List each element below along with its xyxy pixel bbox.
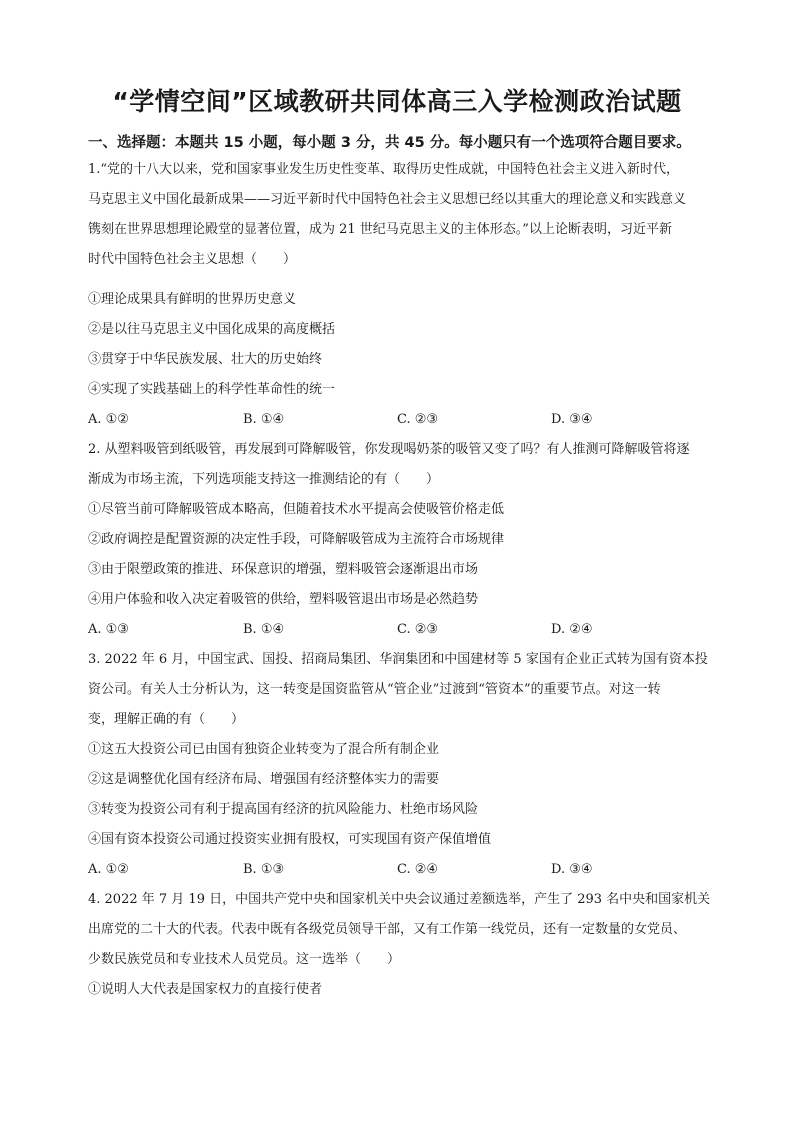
question-1-stem-line: 时代中国特色社会主义思想（ ） (88, 252, 297, 267)
question-1-stem-line: 1.“党的十八大以来，党和国家事业发生历史性变革、取得历史性成就，中国特色社会主义进入新时代， (88, 162, 680, 177)
question-3-statement: ③转变为投资公司有利于提高国有经济的抗风险能力、杜绝市场风险 (88, 802, 479, 817)
question-2-choice-b: B. ①④ (243, 622, 285, 637)
question-1-choice-c: C. ②③ (397, 412, 439, 427)
question-3-choice-c: C. ②④ (397, 862, 439, 877)
question-2-stem-line: 渐成为市场主流，下列选项能支持这一推测结论的有（ ） (88, 472, 440, 487)
question-3-stem-line: 资公司。有关人士分析认为，这一转变是国资监管从“管企业”过渡到“管资本”的重要节点。对这一转 (88, 682, 661, 697)
section-heading: 一、选择题：本题共 15 小题，每小题 3 分，共 45 分。每小题只有一个选项符合题目要求。 (88, 135, 691, 151)
question-2-statement: ②政府调控是配置资源的决定性手段，可降解吸管成为主流符合市场规律 (88, 532, 505, 547)
question-2-statement: ①尽管当前可降解吸管成本略高，但随着技术水平提高会使吸管价格走低 (88, 502, 505, 517)
question-4-statement: ①说明人大代表是国家权力的直接行使者 (88, 982, 323, 997)
question-3-choice-d: D. ③④ (551, 862, 593, 877)
question-4-stem-line: 少数民族党员和专业技术人员党员。这一选举（ ） (88, 952, 401, 967)
question-2-statement: ③由于限塑政策的推进、环保意识的增强，塑料吸管会逐渐退出市场 (88, 562, 479, 577)
question-1-statement: ②是以往马克思主义中国化成果的高度概括 (88, 322, 336, 337)
exam-title: “学情空间”区域教研共同体高三入学检测政治试题 (112, 87, 682, 116)
question-3-stem-line: 变，理解正确的有（ ） (88, 712, 245, 727)
question-2-choice-d: D. ②④ (551, 622, 593, 637)
question-3-statement: ②这是调整优化国有经济布局、增强国有经济整体实力的需要 (88, 772, 440, 787)
question-1-stem-line: 马克思主义中国化最新成果——习近平新时代中国特色社会主义思想已经以其重大的理论意义和实践意义 (88, 192, 687, 207)
question-1-stem-line: 镌刻在世界思想理论殿堂的显著位置，成为 21 世纪马克思主义的主体形态。”以上论断表明，习近平新 (88, 222, 672, 237)
question-2-stem-line: 2. 从塑料吸管到纸吸管，再发展到可降解吸管，你发现喝奶茶的吸管又变了吗？有人推测可降解吸管将逐 (88, 442, 690, 457)
question-3-choice-b: B. ①③ (243, 862, 285, 877)
question-3-stem-line: 3. 2022 年 6 月，中国宝武、国投、招商局集团、华润集团和中国建材等 5 家国有企业正式转为国有资本投 (88, 652, 708, 667)
question-1-choice-d: D. ③④ (551, 412, 593, 427)
question-1-statement: ①理论成果具有鲜明的世界历史意义 (88, 292, 297, 307)
question-3-choice-a: A. ①② (88, 862, 129, 877)
question-2-choice-a: A. ①③ (88, 622, 129, 637)
question-1-choice-b: B. ①④ (243, 412, 285, 427)
question-1-choice-a: A. ①② (88, 412, 129, 427)
question-3-statement: ④国有资本投资公司通过投资实业拥有股权，可实现国有资产保值增值 (88, 832, 492, 847)
question-2-statement: ④用户体验和收入决定着吸管的供给，塑料吸管退出市场是必然趋势 (88, 592, 479, 607)
question-4-stem-line: 出席党的二十大的代表。代表中既有各级党员领导干部，又有工作第一线党员，还有一定数量的女党员、 (88, 922, 687, 937)
question-2-choice-c: C. ②③ (397, 622, 439, 637)
question-4-stem-line: 4. 2022 年 7 月 19 日，中国共产党中央和国家机关中央会议通过差额选举，产生了 293 名中央和国家机关 (88, 892, 711, 907)
question-1-statement: ③贯穿于中华民族发展、壮大的历史始终 (88, 352, 323, 367)
question-1-statement: ④实现了实践基础上的科学性革命性的统一 (88, 382, 336, 397)
question-3-statement: ①这五大投资公司已由国有独资企业转变为了混合所有制企业 (88, 742, 440, 757)
